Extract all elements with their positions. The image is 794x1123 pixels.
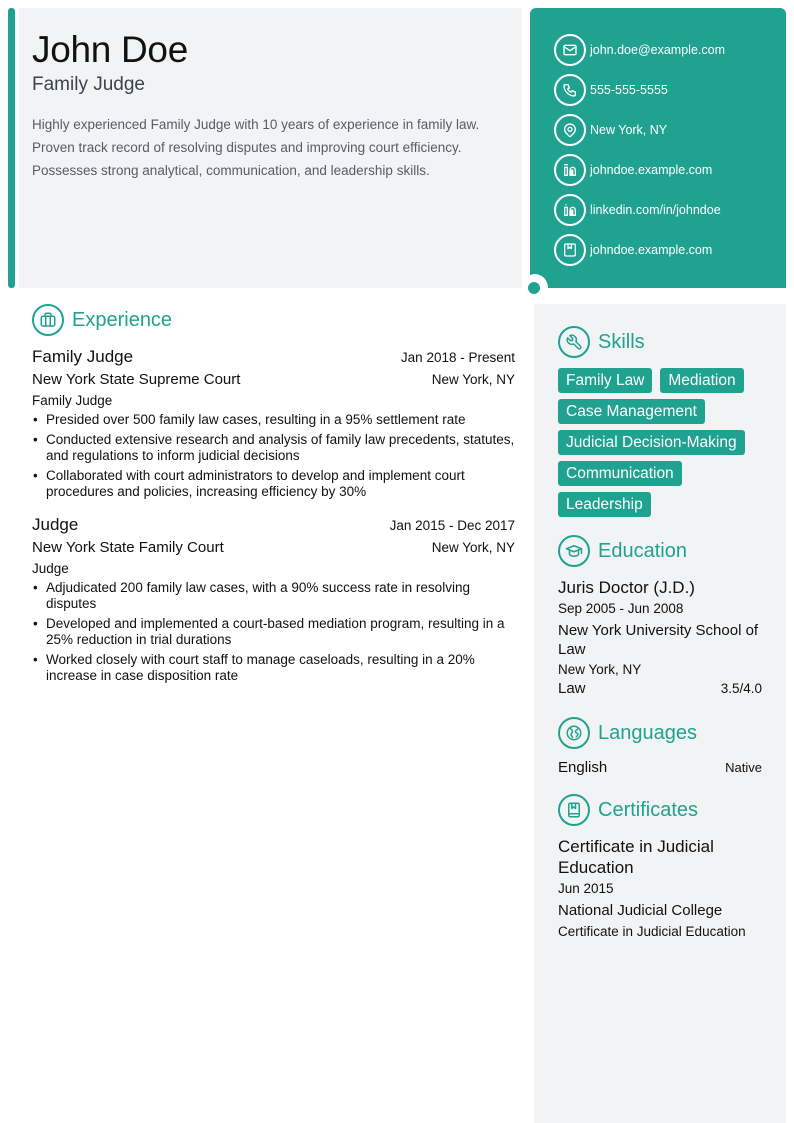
main-column xyxy=(32,304,515,688)
bullet: • Conducted extensive research and analysis of family law precedents, statutes, and regulations to inform judicial decisions xyxy=(32,432,515,464)
contact-linkedin[interactable] xyxy=(554,190,786,230)
contact-phone[interactable] xyxy=(554,70,786,110)
bullet: • Presided over 500 family law cases, resulting in a 95% settlement rate xyxy=(32,412,515,428)
company: New York State Supreme Court xyxy=(32,371,241,388)
language-name: English xyxy=(558,759,608,776)
skills-header xyxy=(558,326,762,358)
contact-text: New York, NY xyxy=(590,123,668,137)
contact-text: johndoe.example.com xyxy=(590,163,713,177)
certificate-icon xyxy=(558,794,590,826)
school: New York University School of Law xyxy=(558,622,759,658)
language-level: Native xyxy=(725,760,762,775)
summary: Highly experienced Family Judge with 10 years of experience in family law. Proven track record of resolving disputes and improving court efficiency. Possesses strong analytical, communication, and leadership skills. xyxy=(32,117,480,178)
globe-icon xyxy=(558,717,590,749)
section-title: Education xyxy=(598,539,687,562)
experience-header xyxy=(32,304,515,336)
section-title: Languages xyxy=(598,721,697,744)
candidate-name: John Doe xyxy=(32,29,188,70)
briefcase-icon xyxy=(32,304,64,336)
skill-tag: Communication xyxy=(558,461,682,486)
email-icon xyxy=(554,34,586,66)
gpa: 3.5/4.0 xyxy=(720,681,762,696)
contact-location xyxy=(554,110,786,150)
section-title: Experience xyxy=(72,308,173,331)
bullet: • Developed and implemented a court-based mediation program, resulting in a 25% reduction in trial durations xyxy=(32,616,515,648)
certificate-issuer: National Judicial College xyxy=(558,902,723,919)
sidebar-column xyxy=(534,304,786,1123)
experience-item xyxy=(32,346,515,500)
skill-tag: Case Management xyxy=(558,399,705,424)
education-header xyxy=(558,535,762,567)
job-location: New York, NY xyxy=(431,540,515,555)
education-date: Sep 2005 - Jun 2008 xyxy=(558,601,684,616)
bullet: • Worked closely with court staff to manage caseloads, resulting in a 20% increase in case disposition rate xyxy=(32,652,515,684)
skill-tag: Mediation xyxy=(660,368,743,393)
contact-portfolio[interactable] xyxy=(554,230,786,270)
connector-dot xyxy=(528,282,540,294)
certificate-description: Certificate in Judicial Education xyxy=(558,924,746,939)
bullet: • Adjudicated 200 family law cases, with a 90% success rate in resolving disputes xyxy=(32,580,515,612)
education-location: New York, NY xyxy=(558,662,642,677)
job-date: Jan 2015 - Dec 2017 xyxy=(389,518,515,533)
contact-text: 555-555-5555 xyxy=(590,83,668,97)
company: New York State Family Court xyxy=(32,539,224,556)
graduation-cap-icon xyxy=(558,535,590,567)
header-panel xyxy=(19,8,522,288)
certificate-date: Jun 2015 xyxy=(558,881,614,896)
linkedin-icon xyxy=(554,194,586,226)
job-title: Family Judge xyxy=(32,347,134,366)
phone-icon xyxy=(554,74,586,106)
languages-header xyxy=(558,717,762,749)
contact-text: johndoe.example.com xyxy=(590,243,713,257)
certificates-header xyxy=(558,794,762,826)
contact-text: linkedin.com/in/johndoe xyxy=(590,203,721,217)
contact-text: john.doe@example.com xyxy=(590,43,725,57)
candidate-title: Family Judge xyxy=(32,74,145,95)
skill-tag: Family Law xyxy=(558,368,652,393)
certificate-name: Certificate in Judicial Education xyxy=(558,837,714,877)
section-title: Certificates xyxy=(598,798,699,821)
portfolio-icon xyxy=(554,234,586,266)
section-title: Skills xyxy=(598,330,645,353)
job-bullets xyxy=(32,580,515,684)
contact-panel xyxy=(530,8,786,288)
location-icon xyxy=(554,114,586,146)
skill-tag: Judicial Decision-Making xyxy=(558,430,745,455)
experience-item xyxy=(32,514,515,684)
job-location: New York, NY xyxy=(431,372,515,387)
bullet: • Collaborated with court administrators to develop and implement court procedures and policies, increasing efficiency by 30% xyxy=(32,468,515,500)
skill-tags xyxy=(558,368,762,523)
contact-email[interactable] xyxy=(554,30,786,70)
degree: Juris Doctor (J.D.) xyxy=(558,578,695,597)
job-date: Jan 2018 - Present xyxy=(400,350,515,365)
wrench-icon xyxy=(558,326,590,358)
linkedin-icon xyxy=(554,154,586,186)
language-item xyxy=(558,759,762,776)
job-role: Family Judge xyxy=(32,393,113,408)
skill-tag: Leadership xyxy=(558,492,651,517)
job-bullets xyxy=(32,412,515,500)
accent-bar xyxy=(8,8,15,288)
field-of-study: Law xyxy=(558,680,586,697)
job-title: Judge xyxy=(32,515,79,534)
job-role: Judge xyxy=(32,561,69,576)
contact-website[interactable] xyxy=(554,150,786,190)
